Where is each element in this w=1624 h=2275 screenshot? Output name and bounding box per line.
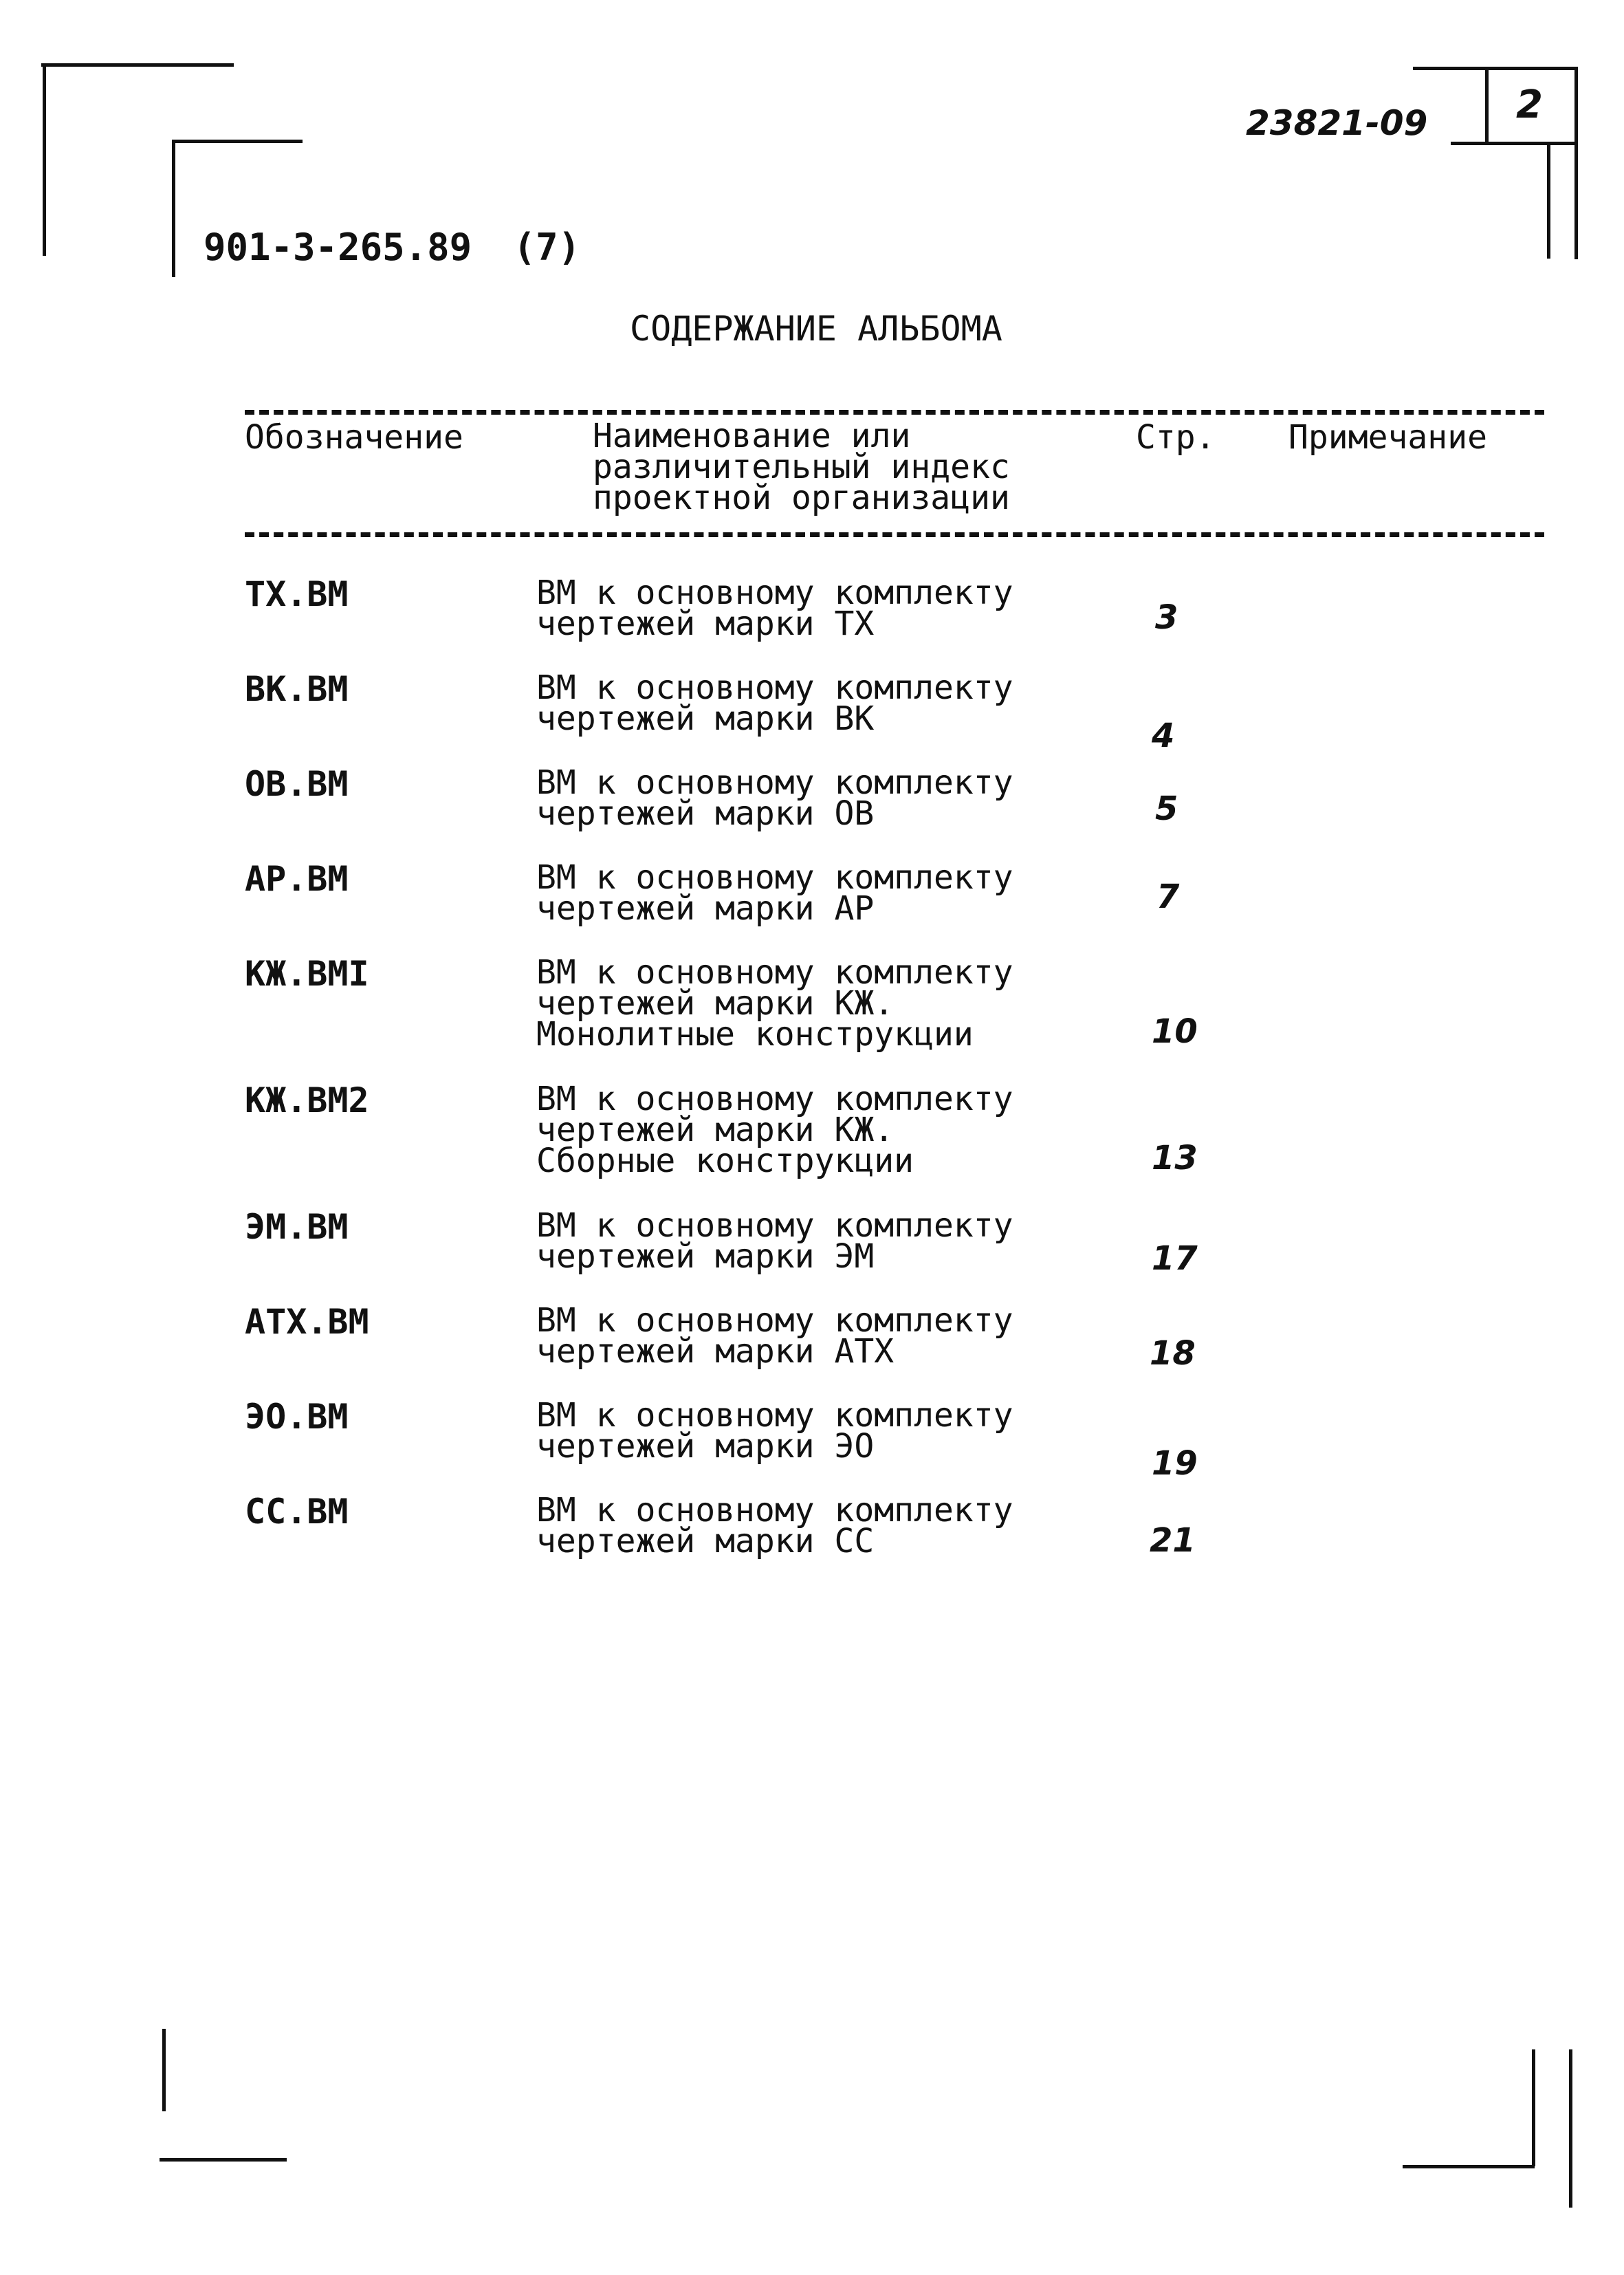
corner-mark-inner-top-left-v bbox=[172, 140, 175, 277]
row-page: 5 bbox=[1155, 790, 1178, 828]
row-page: 13 bbox=[1152, 1139, 1198, 1177]
corner-mark-outer-top-left-v bbox=[43, 63, 46, 256]
row-name-line1: ВМ к основному комплекту bbox=[536, 1080, 1013, 1118]
row-name-line3: Сборные конструкции bbox=[536, 1142, 914, 1180]
row-name-line2: чертежей марки АТХ bbox=[536, 1332, 895, 1371]
column-header-page: Стр. bbox=[1136, 418, 1216, 457]
table-row bbox=[0, 858, 1624, 938]
series-code bbox=[204, 227, 580, 268]
corner-mark-bottom-left-v bbox=[162, 2029, 166, 2111]
row-name-line2: чертежей марки ВК bbox=[536, 699, 875, 738]
column-header-note: Примечание bbox=[1288, 418, 1487, 457]
row-page: 4 bbox=[1152, 717, 1175, 755]
corner-mark-outer-top-left-h bbox=[41, 63, 234, 67]
row-code: ОВ.ВМ bbox=[245, 764, 349, 804]
row-page: 19 bbox=[1152, 1444, 1198, 1483]
row-code: АТХ.ВМ bbox=[245, 1302, 369, 1342]
row-name-line2: чертежей марки ОВ bbox=[536, 794, 875, 833]
row-name-line2: чертежей марки ТХ bbox=[536, 605, 875, 643]
row-name-line2: чертежей марки ЭО bbox=[536, 1427, 875, 1466]
table-header-top-rule bbox=[245, 410, 1544, 415]
document-number: 23821-09 bbox=[1246, 103, 1428, 143]
row-code: КЖ.ВМI bbox=[245, 954, 369, 994]
row-name-line2: чертежей марки ЭМ bbox=[536, 1237, 875, 1276]
stamp-box-left bbox=[1485, 67, 1489, 144]
row-code: АР.ВМ bbox=[245, 859, 349, 899]
row-page: 21 bbox=[1150, 1521, 1196, 1560]
sheet-number: 2 bbox=[1516, 83, 1543, 127]
corner-mark-inner-top-left-h bbox=[172, 140, 303, 143]
corner-mark-right-v-inner bbox=[1547, 142, 1550, 259]
row-name-line1: ВМ к основному комплекту bbox=[536, 1206, 1013, 1245]
row-name-line2: чертежей марки АР bbox=[536, 889, 875, 928]
corner-mark-right-v-outer bbox=[1574, 67, 1578, 259]
table-row bbox=[0, 1301, 1624, 1381]
corner-mark-top-right-h bbox=[1413, 67, 1578, 70]
stamp-box-bottom bbox=[1451, 142, 1574, 145]
table-row bbox=[0, 1491, 1624, 1571]
page-title: СОДЕРЖАНИЕ АЛЬБОМА bbox=[630, 309, 1002, 349]
corner-mark-bottom-left-h bbox=[160, 2158, 287, 2162]
row-page: 10 bbox=[1152, 1012, 1198, 1051]
series-code-text: 901-3-265.89 bbox=[204, 226, 472, 269]
row-name-line2: чертежей марки СС bbox=[536, 1522, 875, 1560]
row-page: 17 bbox=[1152, 1239, 1198, 1278]
table-row bbox=[0, 953, 1624, 1060]
row-name-line1: ВМ к основному комплекту bbox=[536, 953, 1013, 992]
row-name-line1: ВМ к основному комплекту bbox=[536, 668, 1013, 707]
table-row bbox=[0, 1080, 1624, 1187]
column-header-name-line1: Наименование или bbox=[593, 417, 911, 455]
row-name-line1: ВМ к основному комплекту bbox=[536, 1396, 1013, 1435]
row-code: СС.ВМ bbox=[245, 1492, 349, 1532]
album-number: (7) bbox=[513, 226, 581, 269]
corner-mark-bottom-right-h bbox=[1403, 2165, 1535, 2168]
row-name-line1: ВМ к основному комплекту bbox=[536, 858, 1013, 897]
column-header-designation: Обозначение bbox=[245, 418, 463, 457]
row-code: ТХ.ВМ bbox=[245, 574, 349, 614]
table-row bbox=[0, 1396, 1624, 1483]
column-header-name-line2: различительный индекс bbox=[593, 448, 1010, 486]
row-name-line1: ВМ к основному комплекту bbox=[536, 1301, 1013, 1340]
row-page: 18 bbox=[1150, 1334, 1196, 1373]
column-header-name-line3: проектной организации bbox=[593, 479, 1010, 517]
corner-mark-bottom-right-v2 bbox=[1569, 2049, 1572, 2208]
table-row bbox=[0, 763, 1624, 843]
row-code: ЭО.ВМ bbox=[245, 1397, 349, 1437]
row-code: КЖ.ВМ2 bbox=[245, 1080, 369, 1120]
row-name-line1: ВМ к основному комплекту bbox=[536, 763, 1013, 802]
row-page: 7 bbox=[1156, 878, 1180, 916]
row-name-line1: ВМ к основному комплекту bbox=[536, 574, 1013, 612]
table-row bbox=[0, 668, 1624, 755]
corner-mark-bottom-right-v bbox=[1532, 2049, 1535, 2166]
table-row bbox=[0, 1206, 1624, 1286]
table-header-bottom-rule bbox=[245, 532, 1544, 537]
row-code: ЭМ.ВМ bbox=[245, 1207, 349, 1247]
row-name-line2: чертежей марки КЖ. bbox=[536, 1111, 895, 1149]
row-code: ВК.ВМ bbox=[245, 669, 349, 709]
row-name-line2: чертежей марки КЖ. bbox=[536, 984, 895, 1023]
row-page: 3 bbox=[1155, 598, 1178, 637]
row-name-line1: ВМ к основному комплекту bbox=[536, 1491, 1013, 1530]
table-row bbox=[0, 574, 1624, 653]
row-name-line3: Монолитные конструкции bbox=[536, 1015, 974, 1054]
